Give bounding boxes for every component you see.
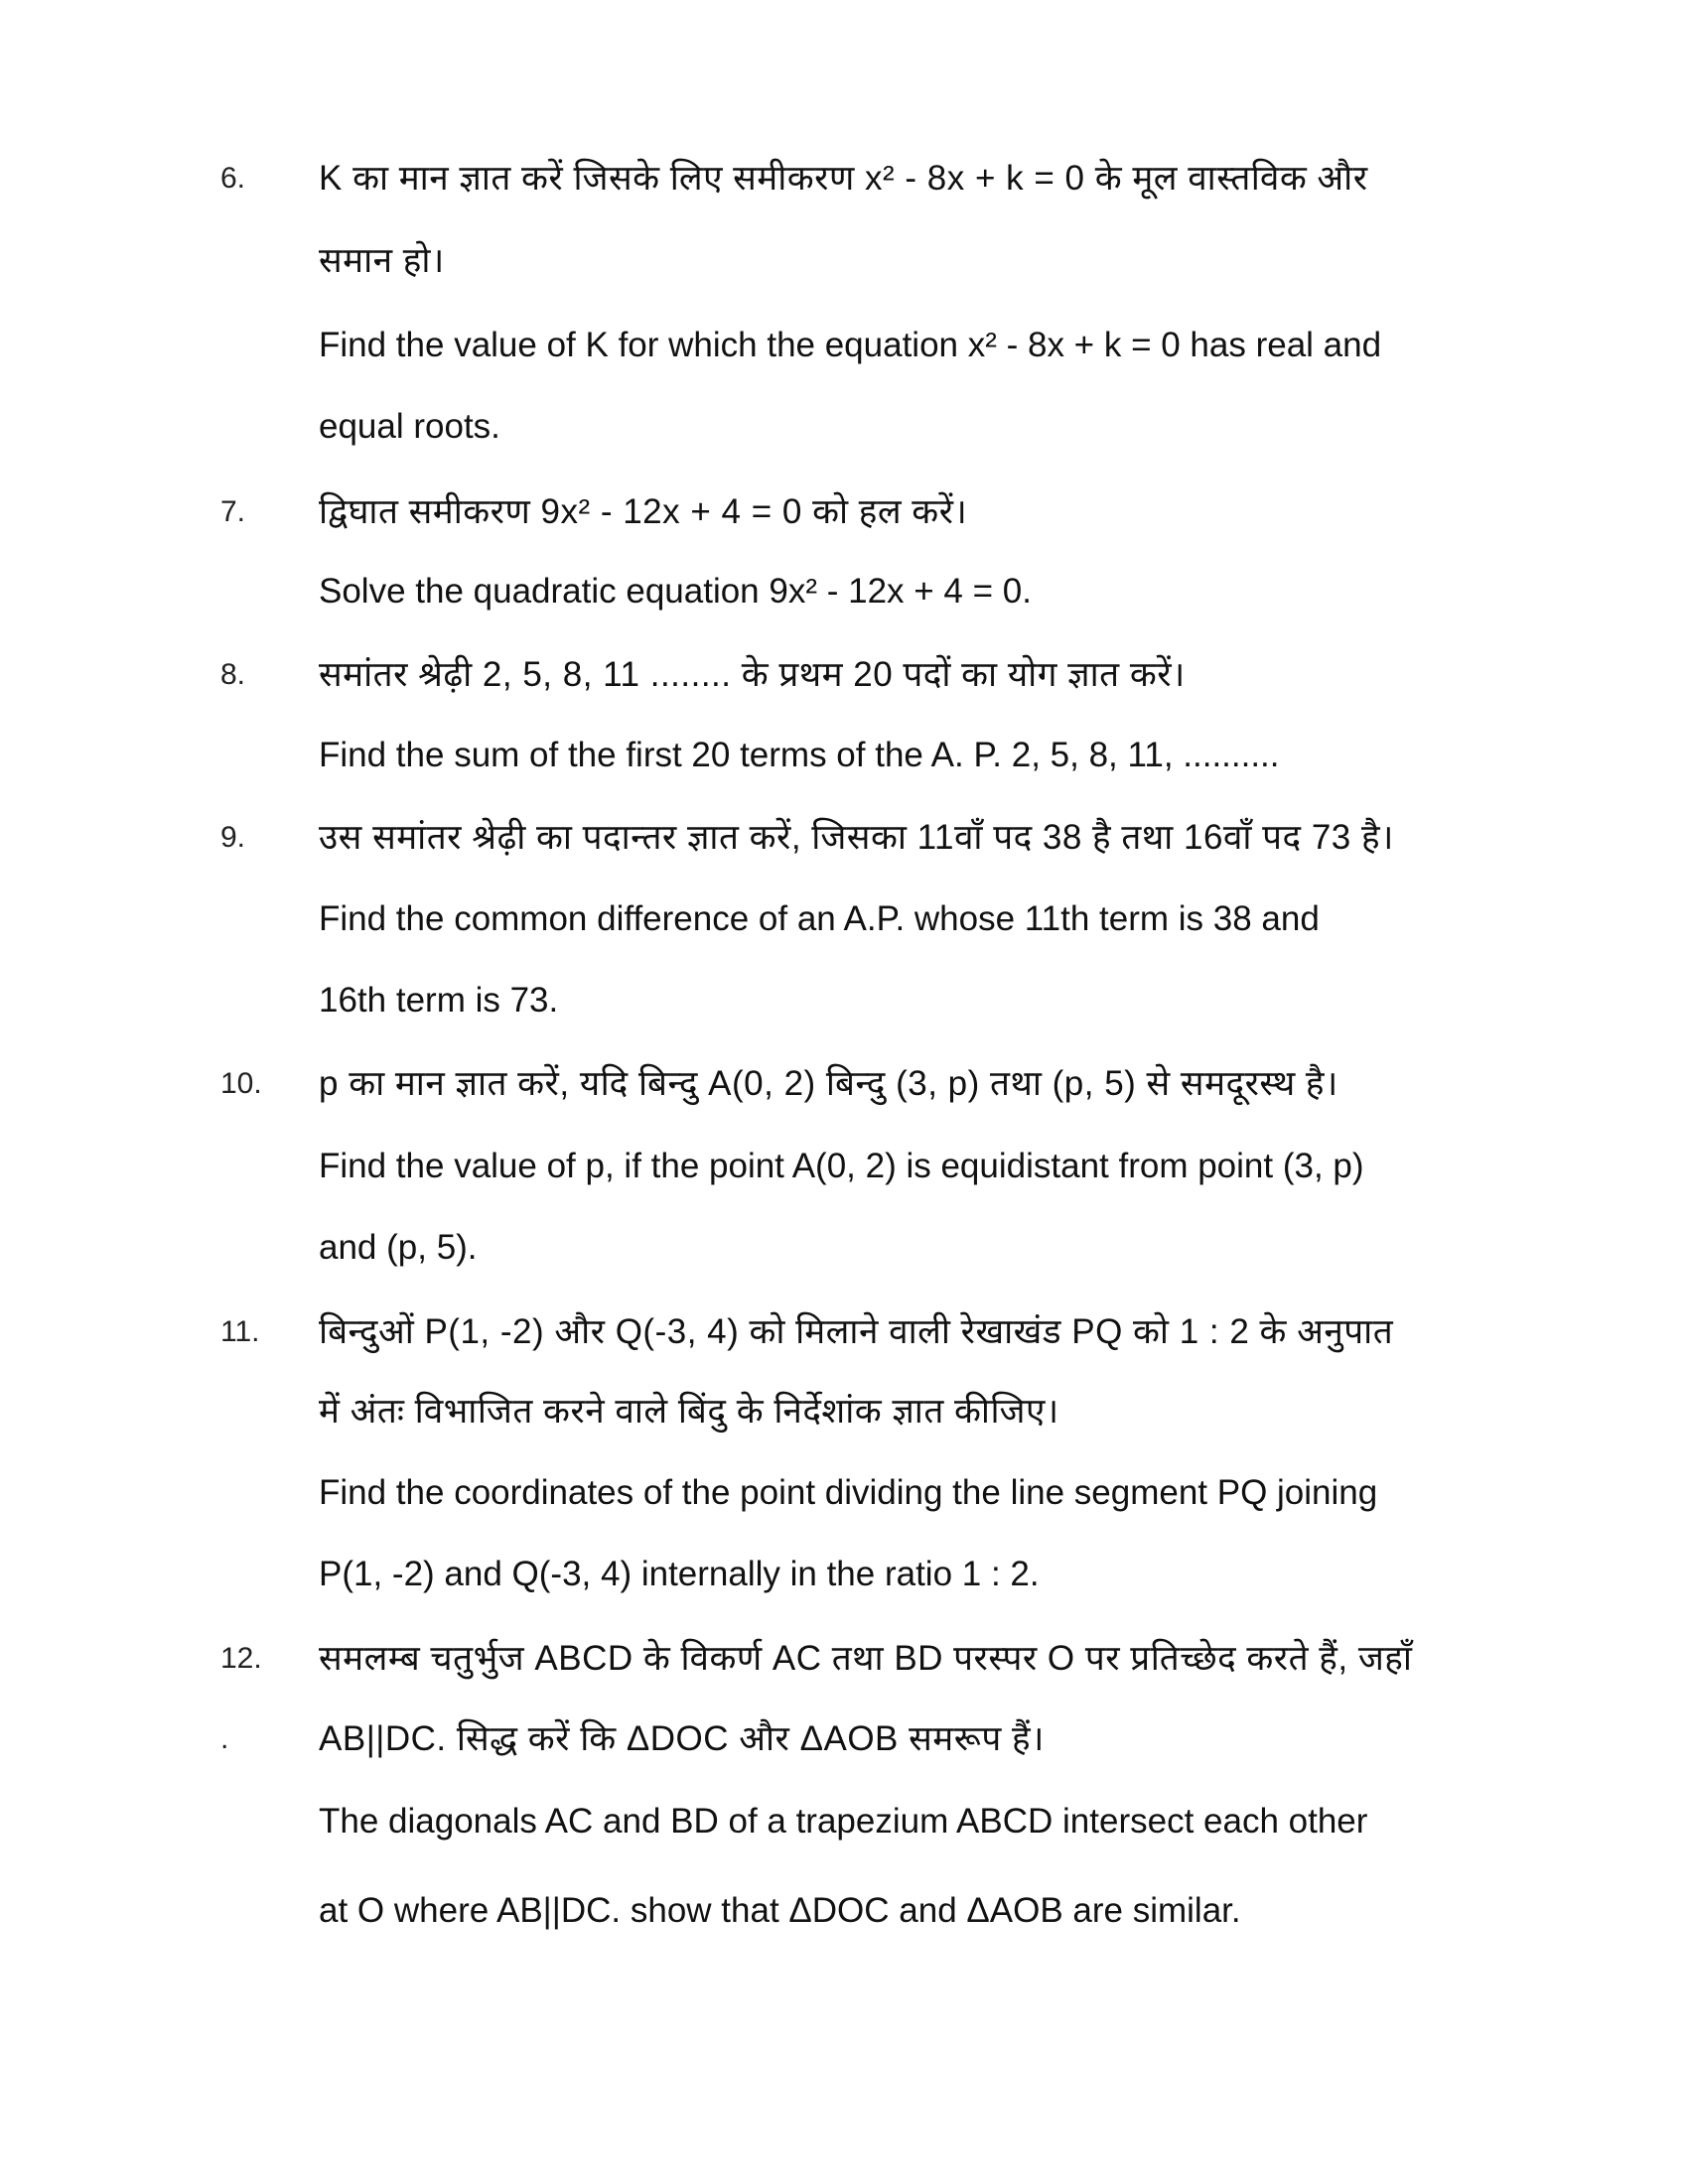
question-text-english: P(1, -2) and Q(-3, 4) internally in the ratio 1 : 2. [319, 1555, 1040, 1593]
question-number: 12. [220, 1642, 262, 1675]
question-number: 6. [220, 162, 246, 195]
question-7-line-2 [0, 562, 1688, 621]
question-number: 10. [220, 1067, 262, 1100]
question-text-hindi: बिन्दुओं P(1, -2) और Q(-3, 4) को मिलाने वाली रेखाखंड PQ को 1 : 2 के अनुपात [319, 1312, 1394, 1351]
question-12-line-1 [0, 1629, 1688, 1689]
question-9-line-3 [0, 971, 1688, 1030]
question-6-line-2 [0, 231, 1688, 291]
question-text-hindi: p का मान ज्ञात करें, यदि बिन्दु A(0, 2) बिन्दु (3, p) तथा (p, 5) से समदूरस्थ है। [319, 1064, 1338, 1103]
question-8-line-1 [0, 645, 1688, 705]
continuation-mark: . [220, 1722, 229, 1755]
question-text-hindi: समलम्ब चतुर्भुज ABCD के विकर्ण AC तथा BD परस्पर O पर प्रतिच्छेद करते हैं, जहाँ [319, 1639, 1413, 1678]
question-12-line-4 [0, 1881, 1688, 1941]
question-text-hindi: समांतर श्रेढ़ी 2, 5, 8, 11 ........ के प्रथम 20 पदों का योग ज्ञात करें। [319, 655, 1186, 694]
question-text-english: Find the common difference of an A.P. whose 11th term is 38 and [319, 899, 1320, 938]
question-text-english: equal roots. [319, 407, 500, 446]
question-8-line-2 [0, 726, 1688, 785]
question-text-english: Find the sum of the first 20 terms of the A. P. 2, 5, 8, 11, .......... [319, 736, 1280, 774]
question-number: 7. [220, 495, 246, 528]
question-6-line-3 [0, 316, 1688, 375]
question-11-line-3 [0, 1463, 1688, 1523]
question-6-line-4 [0, 397, 1688, 457]
question-text-english: Solve the quadratic equation 9x² - 12x + 4 = 0. [319, 572, 1032, 611]
question-number: 9. [220, 821, 246, 854]
question-6-line-1 [0, 149, 1688, 208]
question-text-english: Find the value of p, if the point A(0, 2) is equidistant from point (3, p) [319, 1147, 1364, 1185]
question-12-line-3 [0, 1792, 1688, 1851]
question-number: 11. [220, 1315, 260, 1348]
question-9-line-1 [0, 808, 1688, 868]
question-10-line-1 [0, 1054, 1688, 1114]
question-text-english: 16th term is 73. [319, 981, 559, 1020]
question-10-line-3 [0, 1218, 1688, 1278]
question-7-line-1 [0, 482, 1688, 542]
question-text-english: Find the coordinates of the point dividing the line segment PQ joining [319, 1473, 1378, 1512]
question-text-hindi: K का मान ज्ञात करें जिसके लिए समीकरण x² - 8x + k = 0 के मूल वास्तविक और [319, 159, 1368, 198]
question-number: 8. [220, 658, 246, 691]
question-text-english: and (p, 5). [319, 1228, 478, 1267]
question-11-line-1 [0, 1302, 1688, 1362]
question-11-line-2 [0, 1382, 1688, 1441]
question-12-line-2 [0, 1709, 1688, 1769]
question-text-hindi: में अंतः विभाजित करने वाले बिंदु के निर्देशांक ज्ञात कीजिए। [319, 1392, 1059, 1431]
question-text-hindi: द्विघात समीकरण 9x² - 12x + 4 = 0 को हल करें। [319, 492, 968, 531]
question-text-english: The diagonals AC and BD of a trapezium ABCD intersect each other [319, 1802, 1368, 1841]
question-9-line-2 [0, 889, 1688, 949]
question-text-hindi: समान हो। [319, 241, 445, 280]
question-text-hindi: AB||DC. सिद्ध करें कि ΔDOC और ΔAOB समरूप हैं। [319, 1719, 1045, 1758]
question-text-english: Find the value of K for which the equation x² - 8x + k = 0 has real and [319, 326, 1382, 364]
question-10-line-2 [0, 1137, 1688, 1196]
question-11-line-4 [0, 1545, 1688, 1604]
question-text-hindi: उस समांतर श्रेढ़ी का पदान्तर ज्ञात करें, जिसका 11वाँ पद 38 है तथा 16वाँ पद 73 है। [319, 818, 1394, 857]
question-text-english: at O where AB||DC. show that ΔDOC and ΔAOB are similar. [319, 1891, 1241, 1930]
